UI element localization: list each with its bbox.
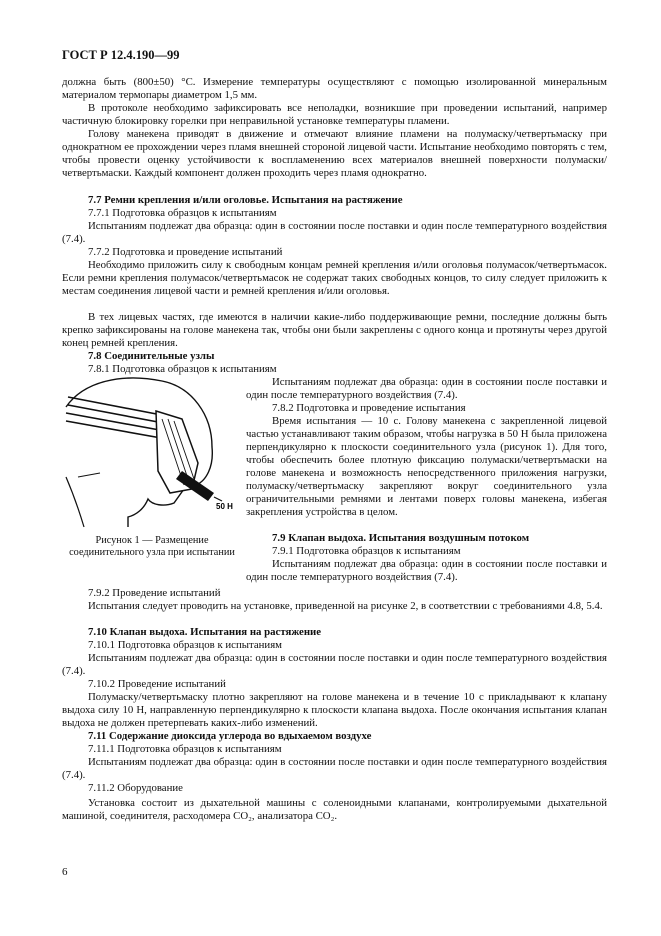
- subsection-heading: 7.11.1 Подготовка образцов к испытаниям: [88, 743, 282, 755]
- section-heading: 7.9 Клапан выдоха. Испытания воздушным потоком: [272, 532, 530, 544]
- figure-caption: Рисунок 1 — Размещение соединительного узла при испытании: [69, 535, 235, 558]
- paragraph: Полумаску/четвертьмаску плотно закрепляют на голове манекена и в течение 10 с прикладывают к клапану выдоха силу 10 Н, направленную перпендикулярно к плоскости клапана выдоха. После окончания испытания клапан выдоха не должен претерпевать каких-либо изменений.: [62, 691, 607, 729]
- subsection-heading: 7.7.2 Подготовка и проведение испытаний: [88, 246, 283, 258]
- force-arrow: [214, 497, 222, 501]
- subsection-heading: 7.10.1 Подготовка образцов к испытаниям: [88, 639, 282, 651]
- subsection-heading: 7.11.2 Оборудование: [88, 782, 183, 794]
- figure-mannequin-head: [64, 367, 242, 532]
- section-heading: 7.8 Соединительные узлы: [88, 350, 215, 362]
- paragraph: В тех лицевых частях, где имеются в наличии какие-либо поддерживающие ремни, последние должны быть крепко зафиксированы на голове манекена так, чтобы они были закреплены с одного конца и протянуты через другой конец ремней крепления.: [62, 311, 607, 349]
- subsection-heading: 7.8.1 Подготовка образцов к испытаниям: [88, 363, 277, 375]
- paragraph: Голову манекена приводят в движение и отмечают влияние пламени на полумаску/четвертьмаску при однократном ее прохождении через пламя внешней стороной лицевой части. Испытание необходимо повторять с тем, чтобы провести оценку устойчивости к воспламенению всех материалов внешней поверхности полумаски/четвертьмаски. Каждый компонент должен проходить через пламя однократно.: [62, 128, 607, 179]
- paragraph: Испытаниям подлежат два образца: один в состоянии после поставки и один после температурного воздействия (7.4).: [246, 558, 607, 583]
- paragraph: Испытаниям подлежат два образца: один в состоянии после поставки и один после температурного воздействия (7.4).: [62, 220, 607, 245]
- reference-line: [78, 473, 100, 477]
- document-code-header: ГОСТ Р 12.4.190—99: [62, 48, 180, 62]
- section-heading: 7.7 Ремни крепления и/или оголовье. Испытания на растяжение: [88, 194, 403, 206]
- subsection-heading: 7.8.2 Подготовка и проведение испытания: [272, 402, 466, 414]
- paragraph: Установка состоит из дыхательной машины с соленоидными клапанами, контролируемыми дыхательной машиной, соединителя, расходомера CO₂, анализатора CO₂.: [62, 797, 607, 822]
- section-heading: 7.11 Содержание диоксида углерода во вдыхаемом воздухе: [88, 730, 372, 742]
- subsection-heading: 7.10.2 Проведение испытаний: [88, 678, 226, 690]
- subsection-heading: 7.9.2 Проведение испытаний: [88, 587, 221, 599]
- paragraph: должна быть (800±50) °С. Измерение температуры осуществляют с помощью изолированной минеральным материалом термопары диаметром 1,5 мм.: [62, 76, 607, 101]
- section-heading: 7.10 Клапан выдоха. Испытания на растяжение: [88, 626, 322, 638]
- paragraph: Испытаниям подлежат два образца: один в состоянии после поставки и один после температурного воздействия (7.4).: [62, 652, 607, 677]
- paragraph: Время испытания — 10 с. Голову манекена с закрепленной лицевой частью устанавливают таким образом, чтобы нагрузка в 50 Н была приложена перпендикулярно к плоскости соединительного узла (рисунок 1). Для того, чтобы обеспечить более плотную фиксацию полумаски/четвертьмаски на голове манекена и возможность непосредственного приложения нагрузки, полумаску/четвертьмаску закрепляют вокруг соединительного узла ограничительными ремнями и лентами поверх головы манекена, избегая закрепления устройства в целом.: [246, 415, 607, 518]
- paragraph: В протоколе необходимо зафиксировать все неполадки, возникшие при проведении испытаний, например частичную блокировку горелки при неправильной установке температуры пламени.: [62, 102, 607, 127]
- page-number: 6: [62, 866, 68, 878]
- paragraph: Испытаниям подлежат два образца: один в состоянии после поставки и один после температурного воздействия (7.4).: [62, 756, 607, 781]
- paragraph: Испытаниям подлежат два образца: один в состоянии после поставки и один после температурного воздействия (7.4).: [246, 376, 607, 401]
- force-label: 50 Н: [216, 502, 233, 511]
- paragraph: Испытания следует проводить на установке, приведенной на рисунке 2, в соответствии с требованиями 4.8, 5.4.: [88, 600, 603, 612]
- paragraph: Необходимо приложить силу к свободным концам ремней крепления и/или оголовья полумасок/четвертьмасок. Если ремни крепления полумасок/четвертьмасок не содержат таких свободных концов, то силу следует приложить к местам соединения лицевой части и ремней крепления и/или оголовья.: [62, 259, 607, 297]
- subsection-heading: 7.7.1 Подготовка образцов к испытаниям: [88, 207, 277, 219]
- mannequin-neck: [66, 477, 84, 527]
- subsection-heading: 7.9.1 Подготовка образцов к испытаниям: [272, 545, 461, 557]
